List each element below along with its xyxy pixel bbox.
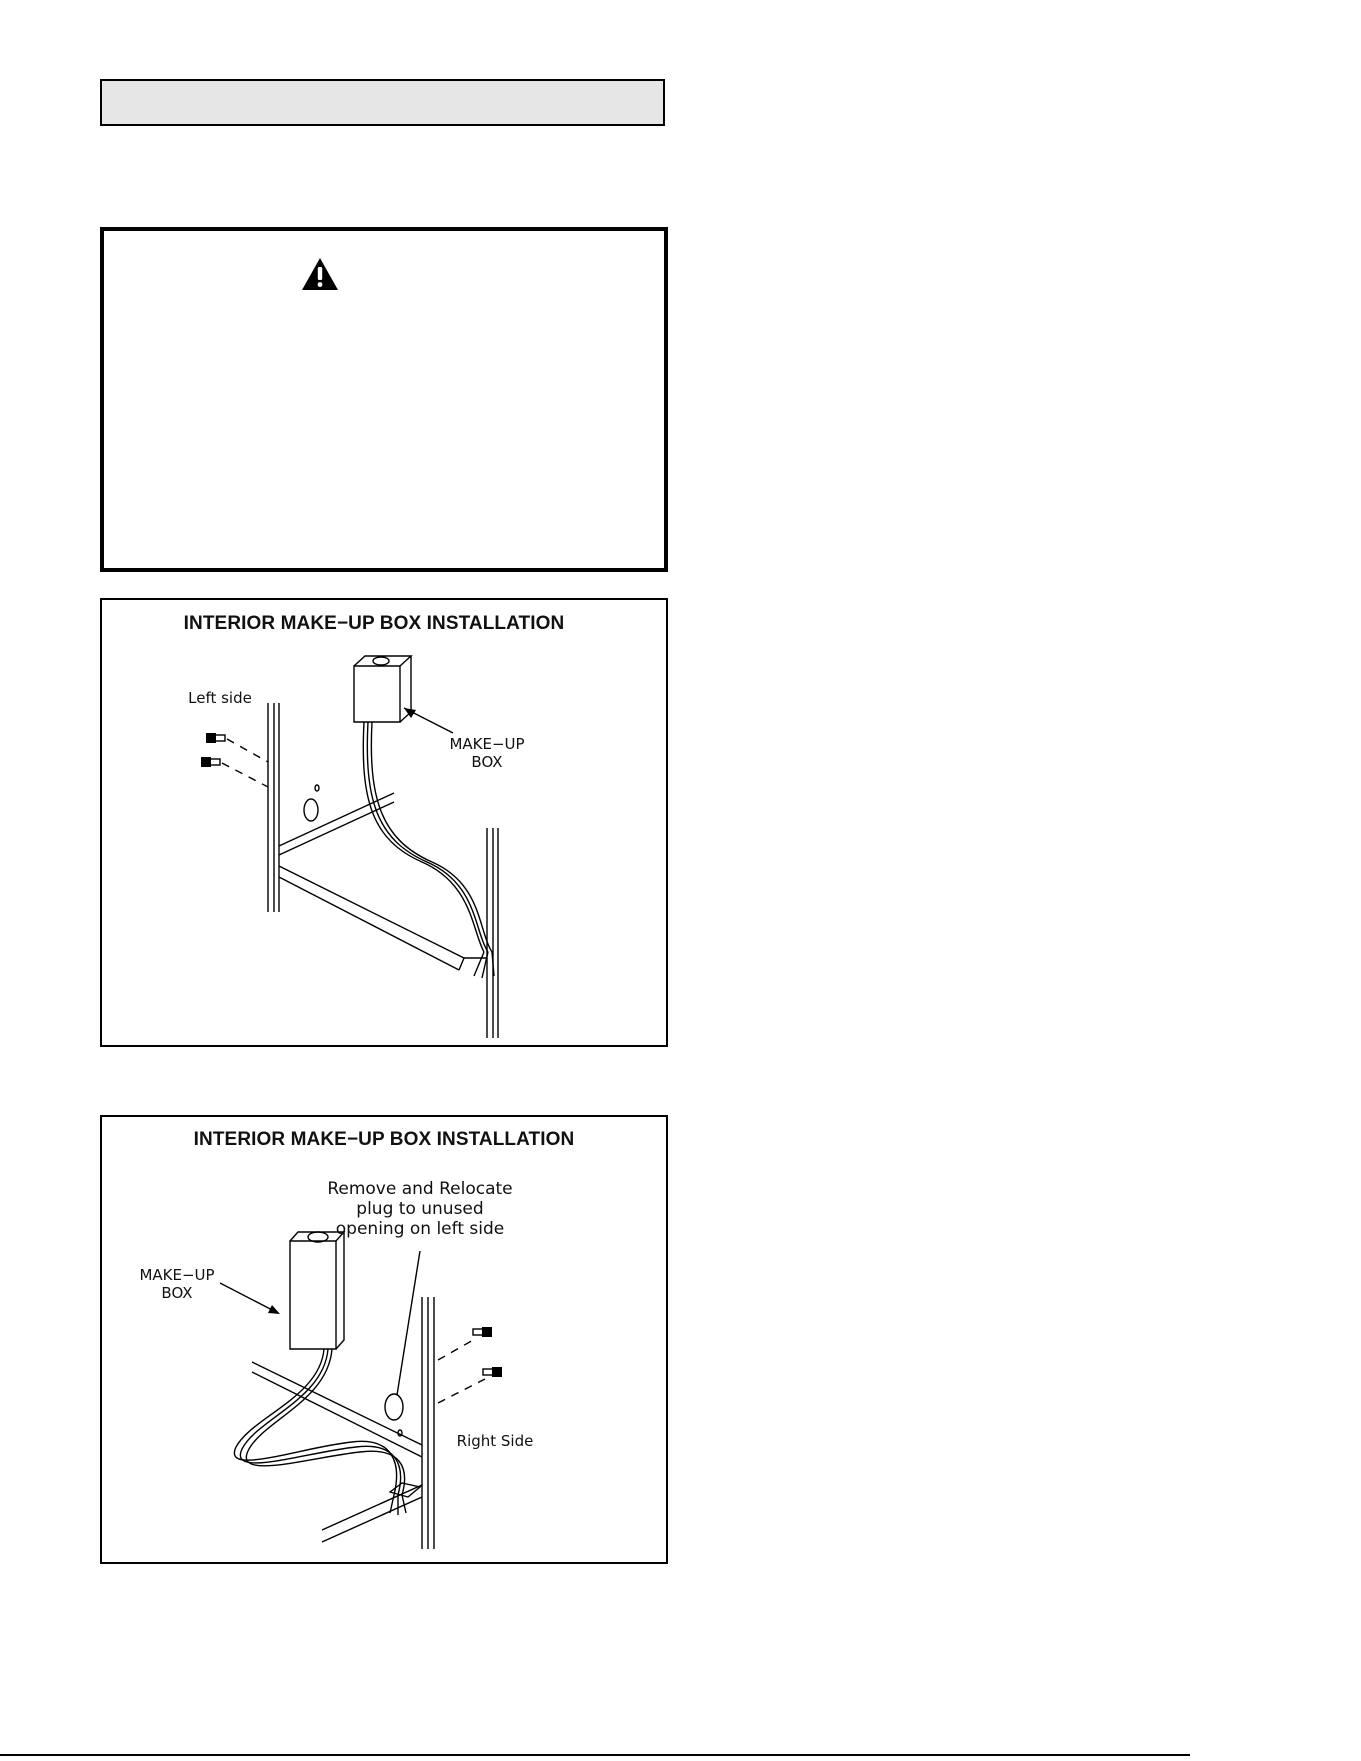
- make-up-box-label-line2: BOX: [471, 753, 503, 771]
- screw-icon: [483, 1367, 502, 1377]
- make-up-box-label-line1: MAKE−UP: [139, 1266, 215, 1284]
- section-header-bar: [100, 79, 665, 126]
- make-up-box-label-line1: MAKE−UP: [449, 735, 525, 753]
- screw-icon: [201, 757, 220, 767]
- left-side-label: Left side: [188, 689, 252, 707]
- figure-title: INTERIOR MAKE−UP BOX INSTALLATION: [193, 1129, 575, 1150]
- relocate-plug-note-line2: plug to unused: [356, 1199, 484, 1219]
- warning-triangle-icon: [301, 257, 339, 291]
- screw-icon: [206, 733, 225, 743]
- relocate-plug-note-line3: opening on left side: [335, 1219, 505, 1239]
- right-side-label: Right Side: [456, 1432, 534, 1450]
- figure-left-side-installation: [100, 598, 668, 1047]
- left-side-illustration: [102, 600, 670, 1049]
- relocate-plug-note-line1: Remove and Relocate: [327, 1179, 513, 1199]
- figure-right-side-installation: [100, 1115, 668, 1564]
- warning-box: [100, 227, 668, 572]
- figure-title: INTERIOR MAKE−UP BOX INSTALLATION: [183, 613, 565, 634]
- footer-rule: [0, 1754, 1190, 1756]
- screw-icon: [473, 1327, 492, 1337]
- make-up-box-label-line2: BOX: [161, 1284, 193, 1302]
